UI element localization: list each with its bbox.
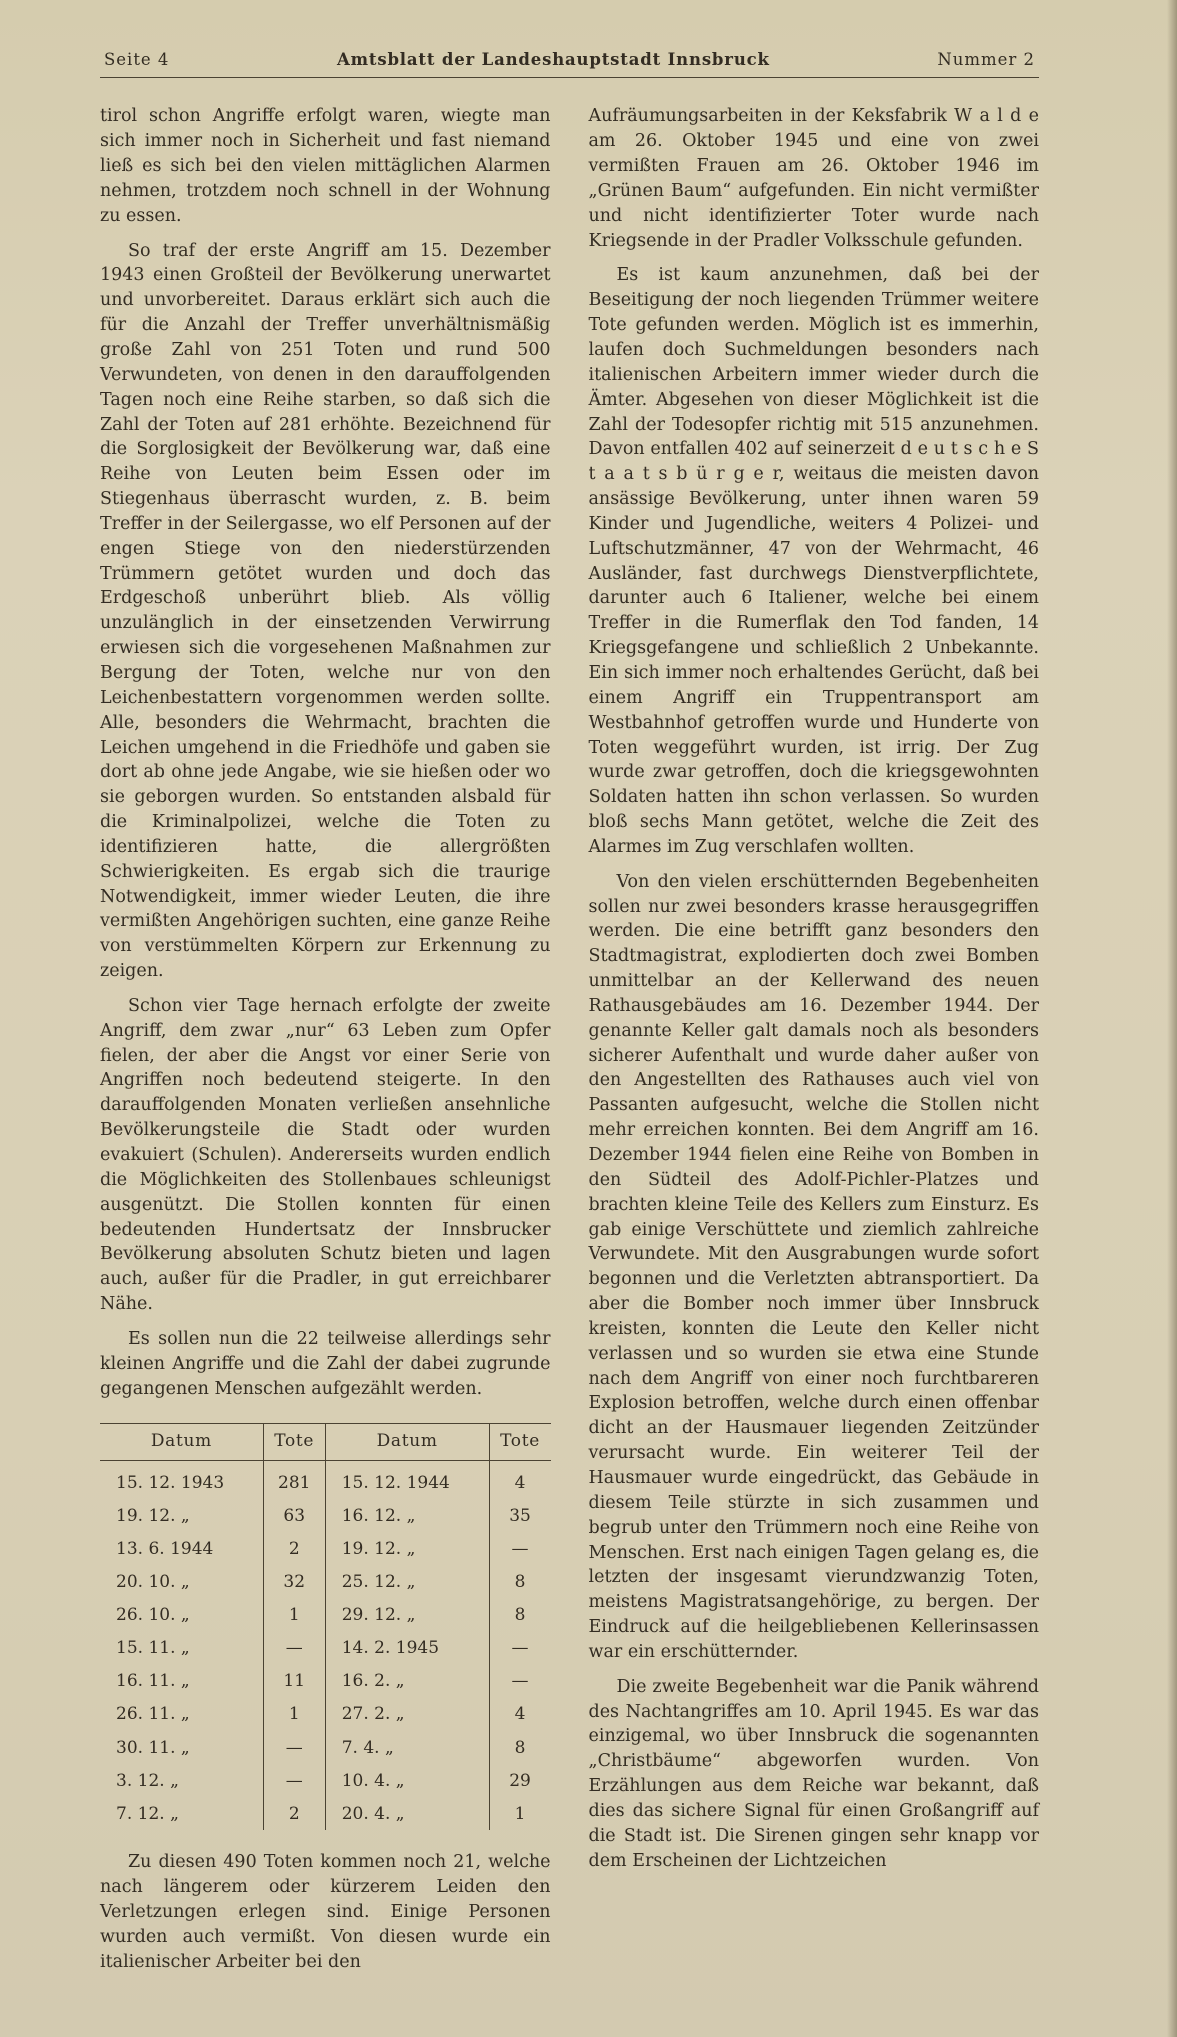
date-cell: 20. 4. „	[325, 1797, 489, 1830]
table-row	[100, 1532, 551, 1565]
table-row	[100, 1797, 551, 1830]
two-column-body	[100, 104, 1039, 1976]
date-cell: 29. 12. „	[325, 1599, 489, 1632]
table-row	[100, 1460, 551, 1499]
deaths-cell: 4	[514, 1472, 526, 1493]
table-header-datum: Datum	[100, 1424, 263, 1460]
date-cell: 16. 2. „	[325, 1665, 489, 1698]
deaths-cell: —	[263, 1764, 325, 1797]
table-row	[100, 1599, 551, 1632]
date-cell: 15. 11. „	[100, 1632, 263, 1665]
deaths-cell: 4	[514, 1704, 526, 1725]
date-cell: 10. 4. „	[325, 1764, 489, 1797]
date-cell: 7. 12. „	[100, 1797, 263, 1830]
table-row	[100, 1764, 551, 1797]
left-column	[100, 104, 551, 1976]
date-cell: 16. 11. „	[100, 1665, 263, 1698]
paragraph: Schon vier Tage hernach erfolgte der zweite Angriff, dem zwar „nur“ 63 Leben zum Opfer fielen, der aber die Angst vor einer Serie von Angriffen noch bedeutend steigerte. In den darauffolgenden Monaten verließen ansehnliche Bevölkerungsteile die Stadt oder wurden evakuiert (Schulen). Andererseits wurden endlich die Möglichkeiten des Stollenbaues schleunigst ausgenützt. Die Stollen konnten für einen bedeutenden Hundertsatz der Innsbrucker Bevölkerung absoluten Schutz bieten und lagen auch, außer für die Pradler, in gut erreichbarer Nähe.	[100, 995, 551, 1315]
date-cell: 20. 10. „	[100, 1565, 263, 1598]
table-row	[100, 1632, 551, 1665]
paragraph: tirol schon Angriffe erfolgt waren, wiegte man sich immer noch in Sicherheit und fast niemand ließ es sich bei den vielen mittäglichen Alarmen nehmen, trotzdem noch schnell in der Wohnung zu essen.	[100, 106, 551, 226]
paragraph: Es ist kaum anzunehmen, daß bei der Beseitigung der noch liegenden Trümmer weitere Tote gefunden werden. Möglich ist es immerhin, laufen doch Suchmeldungen besonders nach italienischen Arbeitern immer wieder durch die Ämter. Abgesehen von dieser Möglichkeit ist die Zahl der Todesopfer richtig mit 515 anzunehmen. Davon entfallen 402 auf seinerzeit d e u t s c h e S t a a t s b ü r g e r, weitaus die meisten davon ansässige Bevölkerung, unter ihnen waren 59 Kinder und Jugendliche, weiters 4 Polizei- und Luftschutzmänner, 47 von der Wehrmacht, 46 Ausländer, fast durchwegs Dienstverpflichtete, darunter auch 6 Italiener, welche bei einem Treffer in die Rumerflak den Tod fanden, 14 Kriegsgefangene und schließlich 2 Unbekannte. Ein sich immer noch erhaltendes Gerücht, daß bei einem Angriff ein Truppentransport am Westbahnhof getroffen wurde und Hunderte von Toten weggeführt wurden, ist irrig. Der Zug wurde zwar getroffen, doch die kriegsgewohnten Soldaten hatten ihn schon verlassen. So wurden bloß sechs Mann getötet, welche die Zeit des Alarmes im Zug verschlafen wollten.	[588, 265, 1039, 857]
paragraph: Die zweite Begebenheit war die Panik während des Nachtangriffes am 10. April 1945. Es war das einzigemal, wo über Innsbruck die sogenannten „Christbäume“ abgeworfen wurden. Von Erzählungen aus dem Reiche war bekannt, daß dies das sichere Signal für einen Großangriff auf die Stadt ist. Die Sirenen gingen sehr knapp vor dem Erscheinen der Lichtzeichen	[588, 1676, 1039, 1871]
deaths-cell: 29	[509, 1770, 531, 1791]
table-header-tote: Tote	[489, 1424, 550, 1460]
deaths-cell: —	[511, 1638, 529, 1659]
date-cell: 15. 12. 1943	[100, 1460, 263, 1499]
date-cell: 26. 11. „	[100, 1698, 263, 1731]
date-cell: 30. 11. „	[100, 1731, 263, 1764]
page-header	[100, 48, 1039, 77]
deaths-cell: —	[263, 1632, 325, 1665]
date-cell: 13. 6. 1944	[100, 1532, 263, 1565]
deaths-cell: 1	[263, 1698, 325, 1731]
paragraph: So traf der erste Angriff am 15. Dezember 1943 einen Großteil der Bevölkerung unerwartet und unvorbereitet. Daraus erklärt sich auch die für die Anzahl der Treffer unverhältnismäßig große Zahl von 251 Toten und rund 500 Verwundeten, von denen in den darauffolgenden Tagen noch eine Reihe starben, so daß sich die Zahl der Toten auf 281 erhöhte. Bezeichnend für die Sorglosigkeit der Bevölkerung war, daß eine Reihe von Leuten beim Essen oder im Stiegenhaus überrascht wurden, z. B. beim Treffer in der Seilergasse, wo elf Personen auf der engen Stiege von den niederstürzenden Trümmern getötet wurden und doch das Erdgeschoß unberührt blieb. Als völlig unzulänglich in der einsetzenden Verwirrung erwiesen sich die vorgesehenen Maßnahmen zur Bergung der Toten, welche nur von den Leichenbestattern vorgenommen werden sollte. Alle, besonders die Wehrmacht, brachten die Leichen umgehend in die Friedhöfe und gaben sie dort ab ohne jede Angabe, wie sie hießen oder wo sie geborgen wurden. So entstanden alsbald für die Kriminalpolizei, welche die Toten zu identifizieren hatte, die allergrößten Schwierigkeiten. Es ergab sich die traurige Notwendigkeit, immer wieder Leuten, die ihre vermißten Angehörigen suchten, eine ganze Reihe von verstümmelten Körpern zur Erkennung zu zeigen.	[100, 240, 551, 982]
date-cell: 19. 12. „	[325, 1532, 489, 1565]
date-cell: 19. 12. „	[100, 1499, 263, 1532]
page-number: Seite 4	[104, 50, 170, 69]
table-row	[100, 1698, 551, 1731]
right-column	[589, 104, 1040, 1976]
deaths-cell: 1	[514, 1803, 526, 1824]
date-cell: 3. 12. „	[100, 1764, 263, 1797]
masthead-title: Amtsblatt der Landeshauptstadt Innsbruck	[336, 50, 770, 69]
table-row	[100, 1665, 551, 1698]
deaths-cell: 2	[263, 1532, 325, 1565]
header-rule	[100, 77, 1039, 78]
table-row	[100, 1499, 551, 1532]
deaths-cell: 63	[263, 1499, 325, 1532]
date-cell: 15. 12. 1944	[325, 1460, 489, 1499]
date-cell: 7. 4. „	[325, 1731, 489, 1764]
paragraph: Von den vielen erschütternden Begebenheiten sollen nur zwei besonders krasse herausgegriffen werden. Die eine betrifft ganz besonders den Stadtmagistrat, explodierten doch zwei Bomben unmittelbar an der Kellerwand des neuen Rathausgebäudes am 16. Dezember 1944. Der genannte Keller galt damals noch als besonders sicherer Aufenthalt und wurde daher außer von den Angestellten des Rathauses auch viel von Passanten aufgesucht, welche die Stollen nicht mehr erreichen konnten. Bei dem Angriff am 16. Dezember 1944 fielen eine Reihe von Bomben in den Südteil des Adolf-Pichler-Platzes und brachten kleine Teile des Kellers zum Einsturz. Es gab einige Verschüttete und ziemlich zahlreiche Verwundete. Mit den Ausgrabungen wurde sofort begonnen und die Verletzten abtransportiert. Da aber die Bomber noch immer über Innsbruck kreisten, konnten die Leute den Keller nicht verlassen und so wurden sie etwa eine Stunde nach dem Angriff von einer noch furchtbareren Explosion betroffen, welche durch einen offenbar dicht an der Hausmauer liegenden Zeitzünder verursacht wurde. Ein weiterer Teil der Hausmauer wurde eingedrückt, das Gebäude in diesem Teile stürzte in sich zusammen und begrub unter den Trümmern noch eine Reihe von Menschen. Erst nach einigen Tagen gelang es, die letzten der insgesamt vierundzwanzig Toten, meistens Magistratsangehörige, zu bergen. Der Eindruck auf die heilgebliebenen Kellerinsassen war ein erschütternder.	[588, 871, 1039, 1662]
deaths-cell: —	[511, 1538, 529, 1559]
deaths-cell: —	[263, 1731, 325, 1764]
table-header-row	[100, 1424, 551, 1460]
paragraph: Zu diesen 490 Toten kommen noch 21, welche nach längerem oder kürzerem Leiden den Verletzungen erlegen sind. Einige Personen wurden auch vermißt. Von diesen wurde ein italienischer Arbeiter bei den	[100, 1852, 551, 1972]
table-row	[100, 1565, 551, 1598]
casualty-table-body	[100, 1460, 551, 1830]
deaths-cell: 8	[514, 1571, 526, 1592]
date-cell: 16. 12. „	[325, 1499, 489, 1532]
paragraph: Es sollen nun die 22 teilweise allerdings sehr kleinen Angriffe und die Zahl der dabei zugrunde gegangenen Menschen aufgezählt werden.	[100, 1328, 551, 1399]
date-cell: 25. 12. „	[325, 1565, 489, 1598]
casualty-table-head	[100, 1424, 551, 1460]
issue-number: Nummer 2	[937, 50, 1035, 69]
table-header-tote: Tote	[263, 1424, 325, 1460]
deaths-cell: 32	[263, 1565, 325, 1598]
deaths-cell: 1	[263, 1599, 325, 1632]
deaths-cell: 8	[514, 1605, 526, 1626]
table-header-datum: Datum	[325, 1424, 489, 1460]
table-row	[100, 1731, 551, 1764]
deaths-cell: 2	[263, 1797, 325, 1830]
date-cell: 14. 2. 1945	[325, 1632, 489, 1665]
deaths-cell: 35	[509, 1505, 531, 1526]
casualty-table	[100, 1423, 551, 1830]
deaths-cell: 11	[263, 1665, 325, 1698]
date-cell: 26. 10. „	[100, 1599, 263, 1632]
date-cell: 27. 2. „	[325, 1698, 489, 1731]
deaths-cell: 8	[514, 1737, 526, 1758]
deaths-cell: 281	[263, 1460, 325, 1499]
deaths-cell: —	[511, 1671, 529, 1692]
paragraph: Aufräumungsarbeiten in der Keksfabrik W a l d e am 26. Oktober 1945 und eine von zwei vermißten Frauen am 26. Oktober 1946 im „Grünen Baum“ aufgefunden. Ein nicht vermißter und nicht identifizierter Toter wurde nach Kriegsende in der Pradler Volksschule gefunden.	[588, 106, 1039, 251]
